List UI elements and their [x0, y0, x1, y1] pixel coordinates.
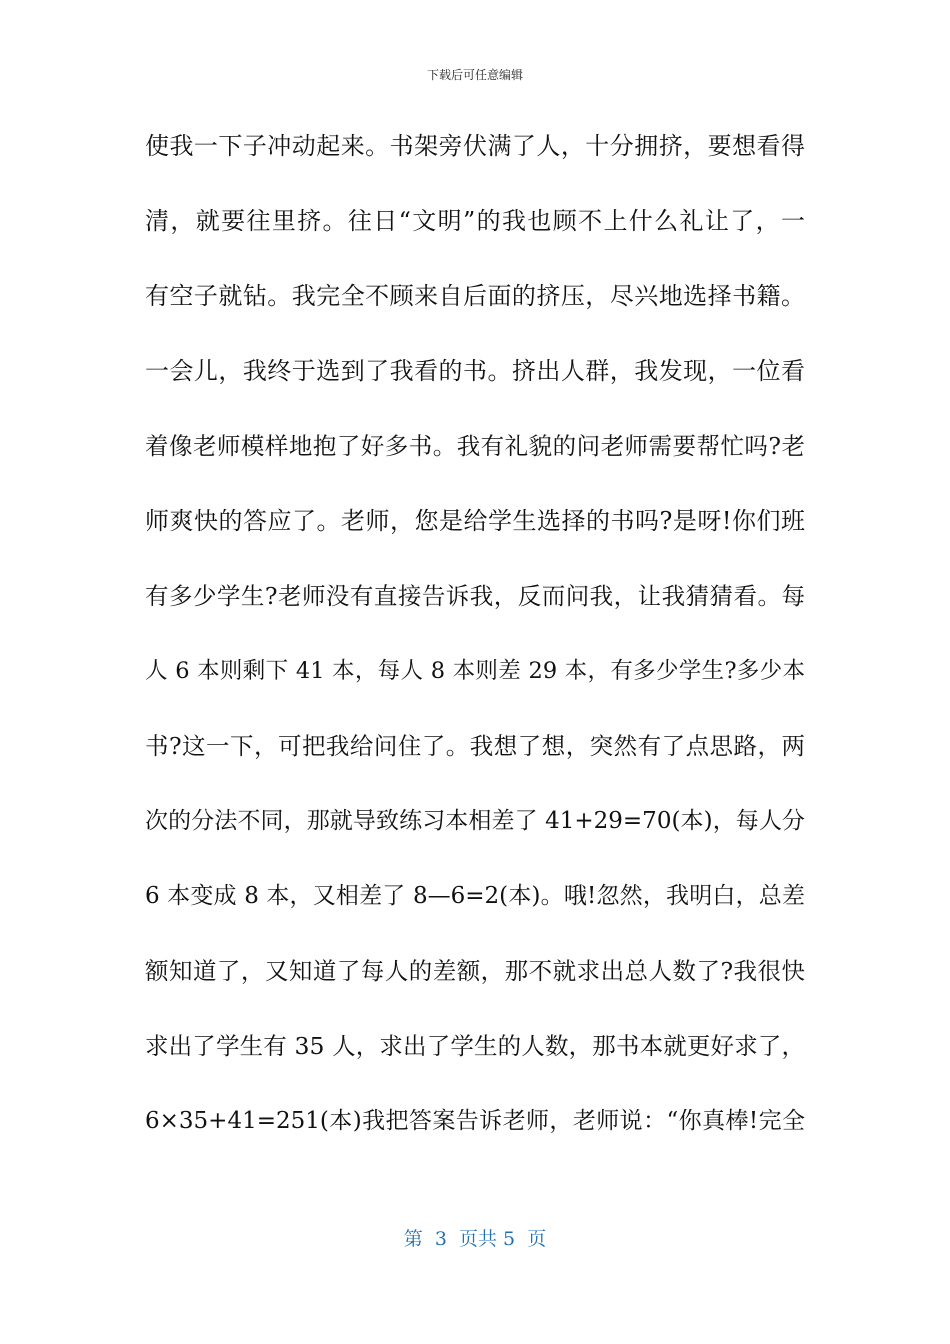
text-line: 额知道了，又知道了每人的差额，那不就求出总人数了?我很快: [145, 957, 805, 985]
text-line: 求出了学生有 35 人，求出了学生的人数，那书本就更好求了，: [145, 1032, 805, 1060]
text-line: 次的分法不同，那就导致练习本相差了 41+29=70(本)，每人分: [145, 808, 805, 834]
text-line: 一会儿，我终于选到了我看的书。挤出人群，我发现，一位看: [145, 357, 805, 385]
text-line: 师爽快的答应了。老师，您是给学生选择的书吗?是呀!你们班: [145, 507, 805, 535]
text-line: 清，就要往里挤。往日“文明”的我也顾不上什么礼让了，一: [145, 207, 805, 235]
text-line: 6 本变成 8 本，又相差了 8—6=2(本)。哦!忽然，我明白，总差: [145, 883, 805, 909]
text-line: 使我一下子冲动起来。书架旁伏满了人，十分拥挤，要想看得: [145, 132, 805, 160]
text-line: 有多少学生?老师没有直接告诉我，反而问我，让我猜猜看。每: [145, 582, 805, 610]
text-line: 书?这一下，可把我给问住了。我想了想，突然有了点思路，两: [145, 732, 805, 760]
page-header-note: 下载后可任意编辑: [426, 68, 523, 82]
text-line: 人 6 本则剩下 41 本，每人 8 本则差 29 本，有多少学生?多少本: [145, 658, 805, 684]
body-text: [145, 124, 805, 1174]
text-line: 着像老师模样地抱了好多书。我有礼貌的问老师需要帮忙吗?老: [145, 432, 805, 460]
text-line: 6×35+41=251(本)我把答案告诉老师，老师说：“你真棒!完全: [145, 1108, 805, 1134]
text-line: 有空子就钻。我完全不顾来自后面的挤压，尽兴地选择书籍。: [145, 282, 805, 310]
page-number-footer: 第 3 页共 5 页: [403, 1228, 547, 1250]
